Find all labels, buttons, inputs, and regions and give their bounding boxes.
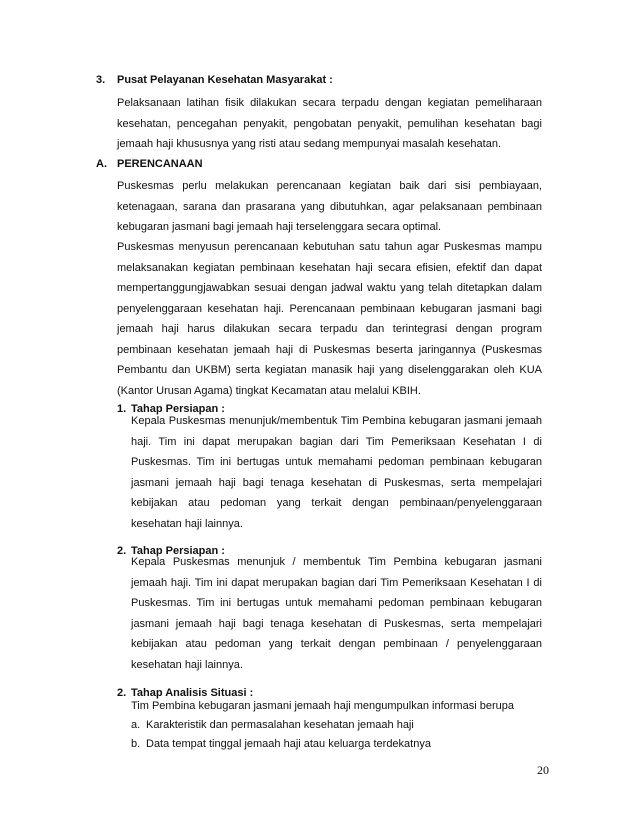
step-2-title: Tahap Persiapan : xyxy=(131,545,225,557)
section-a-heading xyxy=(96,157,203,171)
step-3-heading xyxy=(117,686,253,700)
step-3-title: Tahap Analisis Situasi : xyxy=(131,687,254,699)
list-item xyxy=(131,737,431,751)
section-a-paragraph-1: Puskesmas perlu melakukan perencanaan kegiatan baik dari sisi pembiayaan, ketenagaan, sarana dan prasarana yang dibutuhkan, agar pelaksanaan pembinaan kebugaran jasmani bagi jemaah haji terselenggara secara optimal. xyxy=(117,180,542,233)
section-a-title: PERENCANAAN xyxy=(117,158,203,170)
section-3-number: 3. xyxy=(96,74,106,86)
list-item-marker: a. xyxy=(131,719,141,731)
step-3-number: 2. xyxy=(117,687,127,699)
list-item-text: Data tempat tinggal jemaah haji atau keluarga terdekatnya xyxy=(146,738,431,750)
step-3-body: Tim Pembina kebugaran jasmani jemaah haji mengumpulkan informasi berupa xyxy=(131,700,514,712)
page-number: 20 xyxy=(537,763,549,777)
section-3-title: Pusat Pelayanan Kesehatan Masyarakat : xyxy=(117,74,333,86)
section-a-paragraph-2: Puskesmas menyusun perencanaan kebutuhan satu tahun agar Puskesmas mampu melaksanakan kegiatan pembinaan kesehatan haji secara efisien, efektif dan dapat mempertanggungjawabkan sesuai dengan jadwal waktu yang telah ditetapkan dalam penyelenggaraan kesehatan haji. Perencanaan pembinaan kebugaran jasmani bagi jemaah haji harus dilakukan secara terpadu dan terintegrasi dengan program pembinaan kesehatan jemaah haji di Puskesmas beserta jaringannya (Puskesmas Pembantu dan UKBM) serta kegiatan manasik haji yang diselenggarakan oleh KUA (Kantor Urusan Agama) tingkat Kecamatan atau melalui KBIH. xyxy=(117,241,542,397)
step-1-number: 1. xyxy=(117,403,127,415)
step-1-title: Tahap Persiapan : xyxy=(131,403,225,415)
step-2-body: Kepala Puskesmas menunjuk / membentuk Tim Pembina kebugaran jasmani jemaah haji. Tim ini dapat merupakan bagian dari Tim Pemeriksaan Kesehatan I di Puskesmas. Tim ini bertugas untuk memahami pedoman pembinaan kebugaran jasmani jemaah haji bagi tenaga kesehatan di Puskesmas, serta mempelajari kebijakan atau pedoman yang terkait dengan pembinaan / penyelenggaraan kesehatan haji lainnya. xyxy=(131,556,542,671)
list-item xyxy=(131,718,414,732)
section-3-body: Pelaksanaan latihan fisik dilakukan secara terpadu dengan kegiatan pemeliharaan kesehatan, pencegahan penyakit, pengobatan penyakit, pemulihan kesehatan bagi jemaah haji khususnya yang risti atau sedang mempunyai masalah kesehatan. xyxy=(117,97,542,150)
list-item-marker: b. xyxy=(131,738,141,750)
step-2-number: 2. xyxy=(117,545,127,557)
step-1-body: Kepala Puskesmas menunjuk/membentuk Tim Pembina kebugaran jasmani jemaah haji. Tim ini dapat merupakan bagian dari Tim Pemeriksaan Kesehatan I di Puskesmas. Tim ini bertugas untuk memahami pedoman pembinaan kebugaran jasmani jemaah haji bagi tenaga kesehatan di Puskesmas, serta mempelajari kebijakan atau pedoman yang terkait dengan pembinaan/penyelenggaraan kesehatan haji lainnya. xyxy=(131,415,542,530)
section-3-heading xyxy=(96,73,333,87)
list-item-text: Karakteristik dan permasalahan kesehatan jemaah haji xyxy=(146,719,414,731)
section-a-number: A. xyxy=(96,158,107,170)
